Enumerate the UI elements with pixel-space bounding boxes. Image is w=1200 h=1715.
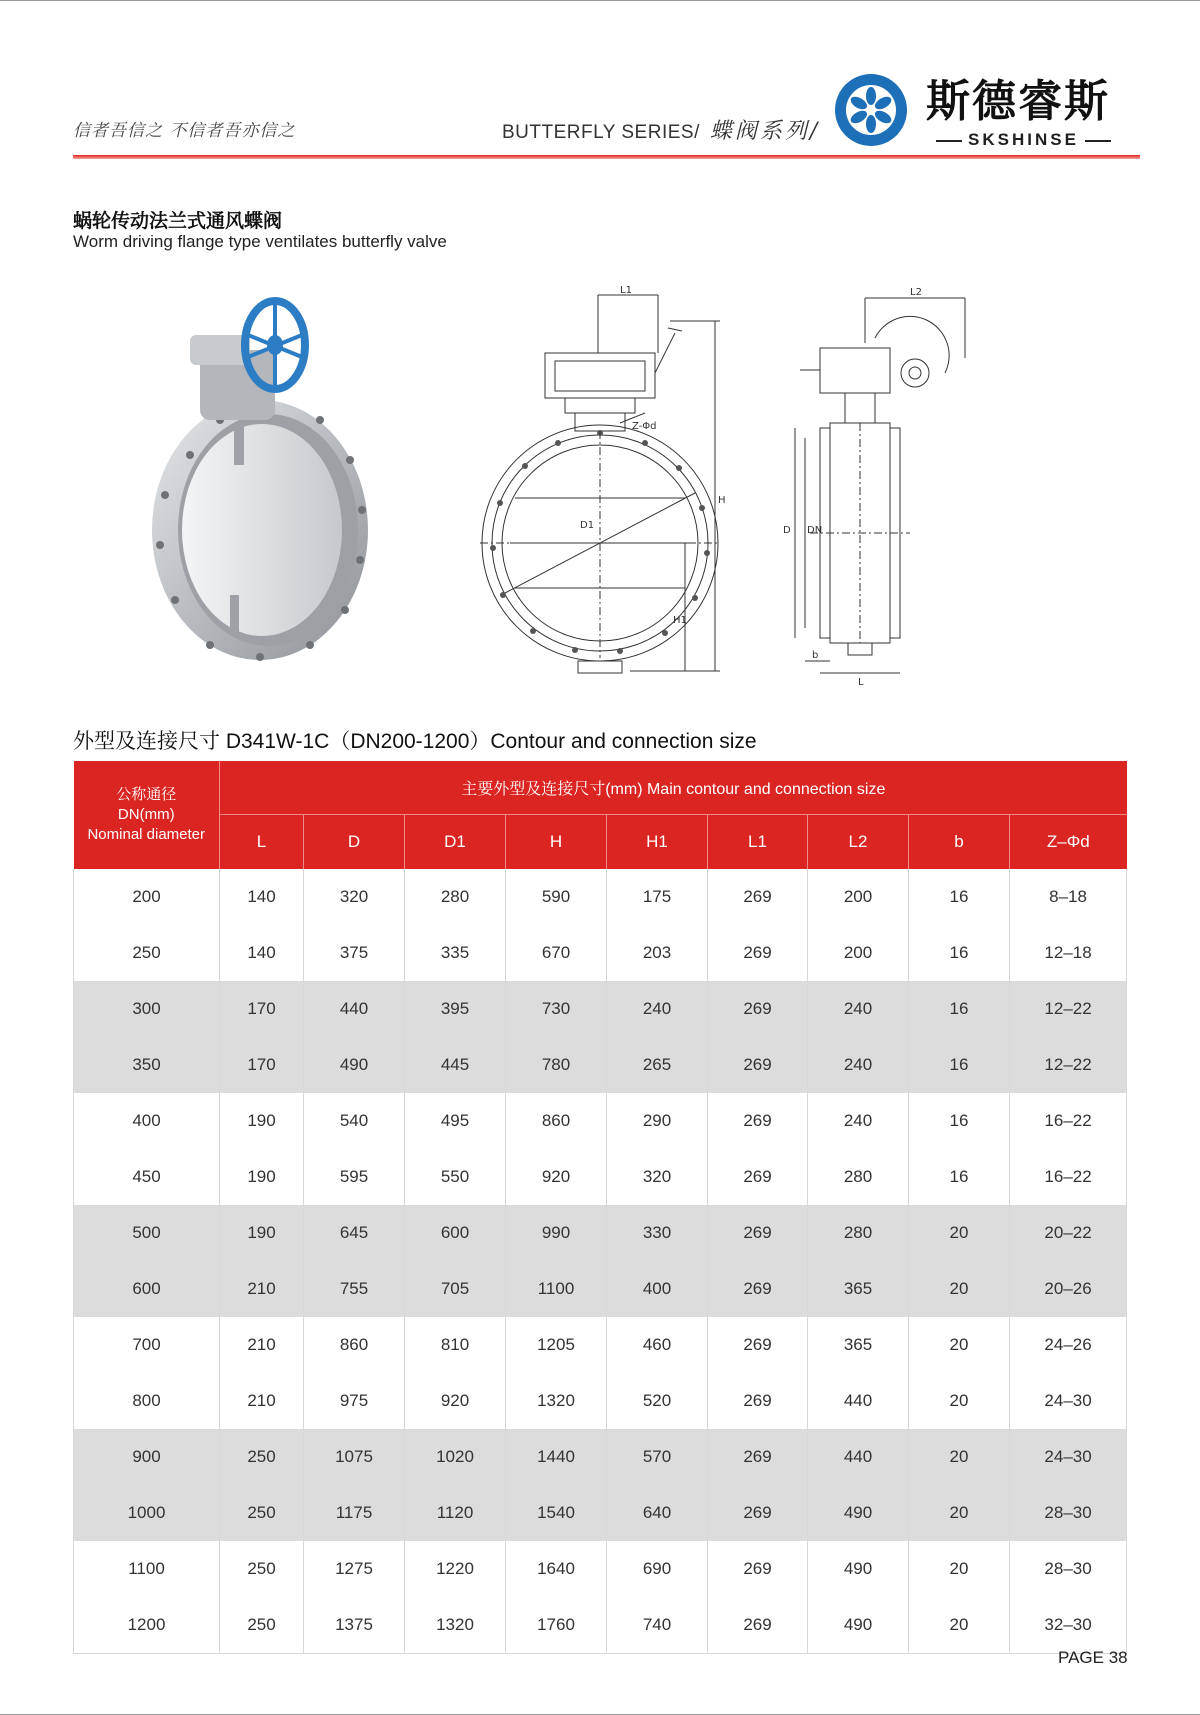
value-cell: 920 bbox=[405, 1373, 506, 1429]
value-cell: 190 bbox=[220, 1205, 304, 1261]
value-cell: 1175 bbox=[304, 1485, 405, 1541]
value-cell: 395 bbox=[405, 981, 506, 1037]
value-cell: 640 bbox=[607, 1485, 708, 1541]
value-cell: 520 bbox=[607, 1373, 708, 1429]
value-cell: 32–30 bbox=[1010, 1597, 1127, 1654]
value-cell: 1075 bbox=[304, 1429, 405, 1485]
value-cell: 375 bbox=[304, 925, 405, 981]
dn-header-en: Nominal diameter bbox=[87, 826, 206, 843]
series-en: BUTTERFLY SERIES/ bbox=[502, 122, 700, 143]
value-cell: 24–30 bbox=[1010, 1429, 1127, 1485]
value-cell: 269 bbox=[708, 1541, 808, 1597]
value-cell: 20 bbox=[909, 1205, 1010, 1261]
value-cell: 16–22 bbox=[1010, 1093, 1127, 1149]
value-cell: 1640 bbox=[506, 1541, 607, 1597]
value-cell: 16 bbox=[909, 925, 1010, 981]
value-cell: 320 bbox=[304, 869, 405, 925]
top-border bbox=[0, 0, 1200, 1]
col-header: D1 bbox=[405, 815, 506, 870]
series-title bbox=[502, 114, 820, 145]
value-cell: 12–22 bbox=[1010, 1037, 1127, 1093]
value-cell: 1440 bbox=[506, 1429, 607, 1485]
value-cell: 1275 bbox=[304, 1541, 405, 1597]
value-cell: 860 bbox=[506, 1093, 607, 1149]
col-header: b bbox=[909, 815, 1010, 870]
value-cell: 1375 bbox=[304, 1597, 405, 1654]
value-cell: 365 bbox=[808, 1317, 909, 1373]
value-cell: 210 bbox=[220, 1261, 304, 1317]
value-cell: 16 bbox=[909, 1037, 1010, 1093]
value-cell: 740 bbox=[607, 1597, 708, 1654]
table-row bbox=[74, 1485, 1127, 1541]
table-row bbox=[74, 1373, 1127, 1429]
dn-cell: 500 bbox=[74, 1205, 220, 1261]
value-cell: 16 bbox=[909, 981, 1010, 1037]
table-body bbox=[74, 869, 1127, 1654]
label-l: L bbox=[858, 677, 864, 688]
col-header: Z–Φd bbox=[1010, 815, 1127, 870]
dn-cell: 1000 bbox=[74, 1485, 220, 1541]
table-row bbox=[74, 1205, 1127, 1261]
dn-cell: 800 bbox=[74, 1373, 220, 1429]
dn-header-cn: 公称通径 bbox=[116, 786, 177, 803]
value-cell: 810 bbox=[405, 1317, 506, 1373]
value-cell: 200 bbox=[808, 869, 909, 925]
dn-cell: 700 bbox=[74, 1317, 220, 1373]
value-cell: 550 bbox=[405, 1149, 506, 1205]
value-cell: 1205 bbox=[506, 1317, 607, 1373]
value-cell: 20 bbox=[909, 1261, 1010, 1317]
value-cell: 269 bbox=[708, 1037, 808, 1093]
value-cell: 24–30 bbox=[1010, 1373, 1127, 1429]
value-cell: 28–30 bbox=[1010, 1541, 1127, 1597]
dn-cell: 200 bbox=[74, 869, 220, 925]
label-h1: H1 bbox=[673, 615, 687, 626]
value-cell: 490 bbox=[808, 1485, 909, 1541]
value-cell: 1760 bbox=[506, 1597, 607, 1654]
value-cell: 16–22 bbox=[1010, 1149, 1127, 1205]
value-cell: 170 bbox=[220, 981, 304, 1037]
value-cell: 445 bbox=[405, 1037, 506, 1093]
front-view-drawing bbox=[470, 283, 760, 693]
value-cell: 210 bbox=[220, 1317, 304, 1373]
value-cell: 570 bbox=[607, 1429, 708, 1485]
value-cell: 269 bbox=[708, 1149, 808, 1205]
dn-cell: 350 bbox=[74, 1037, 220, 1093]
value-cell: 705 bbox=[405, 1261, 506, 1317]
value-cell: 269 bbox=[708, 1261, 808, 1317]
value-cell: 490 bbox=[808, 1541, 909, 1597]
value-cell: 200 bbox=[808, 925, 909, 981]
col-header: H bbox=[506, 815, 607, 870]
dimensions-table bbox=[73, 761, 1127, 1654]
value-cell: 210 bbox=[220, 1373, 304, 1429]
value-cell: 330 bbox=[607, 1205, 708, 1261]
value-cell: 140 bbox=[220, 925, 304, 981]
value-cell: 490 bbox=[808, 1597, 909, 1654]
slogan: 信者吾信之 不信者吾亦信之 bbox=[73, 121, 296, 141]
main-size-header: 主要外型及连接尺寸(mm) Main contour and connection size bbox=[220, 761, 1127, 815]
value-cell: 240 bbox=[808, 1093, 909, 1149]
value-cell: 975 bbox=[304, 1373, 405, 1429]
table-row bbox=[74, 1149, 1127, 1205]
value-cell: 269 bbox=[708, 1317, 808, 1373]
value-cell: 12–22 bbox=[1010, 981, 1127, 1037]
label-dn: DN bbox=[807, 525, 823, 536]
value-cell: 20 bbox=[909, 1541, 1010, 1597]
col-header: H1 bbox=[607, 815, 708, 870]
value-cell: 250 bbox=[220, 1485, 304, 1541]
value-cell: 250 bbox=[220, 1597, 304, 1654]
dn-cell: 450 bbox=[74, 1149, 220, 1205]
value-cell: 1100 bbox=[506, 1261, 607, 1317]
value-cell: 250 bbox=[220, 1429, 304, 1485]
value-cell: 240 bbox=[607, 981, 708, 1037]
label-l2: L2 bbox=[910, 287, 922, 298]
value-cell: 20–26 bbox=[1010, 1261, 1127, 1317]
table-row bbox=[74, 869, 1127, 925]
value-cell: 280 bbox=[808, 1205, 909, 1261]
label-d: D bbox=[783, 525, 791, 536]
column-header-row bbox=[74, 815, 1127, 870]
dn-header bbox=[74, 761, 220, 869]
value-cell: 1320 bbox=[405, 1597, 506, 1654]
col-header: L bbox=[220, 815, 304, 870]
value-cell: 20 bbox=[909, 1317, 1010, 1373]
table-row bbox=[74, 1429, 1127, 1485]
value-cell: 440 bbox=[808, 1373, 909, 1429]
table-row bbox=[74, 1317, 1127, 1373]
table-row bbox=[74, 1093, 1127, 1149]
value-cell: 16 bbox=[909, 869, 1010, 925]
table-row bbox=[74, 981, 1127, 1037]
value-cell: 240 bbox=[808, 981, 909, 1037]
value-cell: 320 bbox=[607, 1149, 708, 1205]
label-b: b bbox=[812, 650, 819, 661]
value-cell: 490 bbox=[304, 1037, 405, 1093]
value-cell: 16 bbox=[909, 1149, 1010, 1205]
value-cell: 595 bbox=[304, 1149, 405, 1205]
table-row bbox=[74, 925, 1127, 981]
side-view-drawing bbox=[780, 283, 980, 693]
value-cell: 269 bbox=[708, 981, 808, 1037]
label-h: H bbox=[718, 495, 726, 506]
table-row bbox=[74, 1037, 1127, 1093]
brand-name-cn: 斯德睿斯 bbox=[926, 77, 1110, 126]
value-cell: 460 bbox=[607, 1317, 708, 1373]
header-divider bbox=[73, 155, 1140, 159]
label-zd: Z-Φd bbox=[632, 421, 657, 432]
value-cell: 495 bbox=[405, 1093, 506, 1149]
page-number: PAGE 38 bbox=[1058, 1648, 1128, 1667]
col-header: D bbox=[304, 815, 405, 870]
value-cell: 269 bbox=[708, 1429, 808, 1485]
value-cell: 140 bbox=[220, 869, 304, 925]
value-cell: 20 bbox=[909, 1597, 1010, 1654]
dn-cell: 250 bbox=[74, 925, 220, 981]
table-row bbox=[74, 1597, 1127, 1654]
value-cell: 269 bbox=[708, 1597, 808, 1654]
value-cell: 1540 bbox=[506, 1485, 607, 1541]
value-cell: 920 bbox=[506, 1149, 607, 1205]
dn-cell: 600 bbox=[74, 1261, 220, 1317]
value-cell: 20 bbox=[909, 1485, 1010, 1541]
value-cell: 600 bbox=[405, 1205, 506, 1261]
col-header: L1 bbox=[708, 815, 808, 870]
table-row bbox=[74, 1261, 1127, 1317]
valve-photo bbox=[150, 295, 380, 665]
value-cell: 269 bbox=[708, 1093, 808, 1149]
value-cell: 280 bbox=[808, 1149, 909, 1205]
value-cell: 440 bbox=[808, 1429, 909, 1485]
value-cell: 990 bbox=[506, 1205, 607, 1261]
value-cell: 1320 bbox=[506, 1373, 607, 1429]
col-header: L2 bbox=[808, 815, 909, 870]
value-cell: 265 bbox=[607, 1037, 708, 1093]
value-cell: 269 bbox=[708, 1205, 808, 1261]
value-cell: 1120 bbox=[405, 1485, 506, 1541]
value-cell: 20 bbox=[909, 1373, 1010, 1429]
value-cell: 20–22 bbox=[1010, 1205, 1127, 1261]
value-cell: 8–18 bbox=[1010, 869, 1127, 925]
value-cell: 590 bbox=[506, 869, 607, 925]
series-cn: 蝶阀系列/ bbox=[699, 119, 821, 144]
value-cell: 755 bbox=[304, 1261, 405, 1317]
dn-cell: 300 bbox=[74, 981, 220, 1037]
value-cell: 250 bbox=[220, 1541, 304, 1597]
dn-header-unit: DN(mm) bbox=[117, 806, 175, 823]
dn-cell: 1100 bbox=[74, 1541, 220, 1597]
value-cell: 690 bbox=[607, 1541, 708, 1597]
product-title-cn: 蜗轮传动法兰式通风蝶阀 bbox=[73, 211, 283, 232]
value-cell: 28–30 bbox=[1010, 1485, 1127, 1541]
value-cell: 670 bbox=[506, 925, 607, 981]
value-cell: 20 bbox=[909, 1429, 1010, 1485]
value-cell: 440 bbox=[304, 981, 405, 1037]
value-cell: 269 bbox=[708, 925, 808, 981]
value-cell: 175 bbox=[607, 869, 708, 925]
value-cell: 269 bbox=[708, 869, 808, 925]
value-cell: 645 bbox=[304, 1205, 405, 1261]
value-cell: 540 bbox=[304, 1093, 405, 1149]
value-cell: 1020 bbox=[405, 1429, 506, 1485]
table-row bbox=[74, 1541, 1127, 1597]
value-cell: 16 bbox=[909, 1093, 1010, 1149]
value-cell: 170 bbox=[220, 1037, 304, 1093]
product-title-en: Worm driving flange type ventilates butterfly valve bbox=[73, 232, 447, 251]
value-cell: 400 bbox=[607, 1261, 708, 1317]
value-cell: 240 bbox=[808, 1037, 909, 1093]
dn-cell: 1200 bbox=[74, 1597, 220, 1654]
value-cell: 190 bbox=[220, 1093, 304, 1149]
value-cell: 365 bbox=[808, 1261, 909, 1317]
label-l1: L1 bbox=[620, 285, 632, 296]
value-cell: 12–18 bbox=[1010, 925, 1127, 981]
value-cell: 335 bbox=[405, 925, 506, 981]
value-cell: 203 bbox=[607, 925, 708, 981]
value-cell: 269 bbox=[708, 1485, 808, 1541]
value-cell: 190 bbox=[220, 1149, 304, 1205]
value-cell: 24–26 bbox=[1010, 1317, 1127, 1373]
label-d1: D1 bbox=[580, 520, 595, 531]
value-cell: 1220 bbox=[405, 1541, 506, 1597]
dn-cell: 400 bbox=[74, 1093, 220, 1149]
value-cell: 269 bbox=[708, 1373, 808, 1429]
value-cell: 290 bbox=[607, 1093, 708, 1149]
value-cell: 860 bbox=[304, 1317, 405, 1373]
value-cell: 730 bbox=[506, 981, 607, 1037]
dn-cell: 900 bbox=[74, 1429, 220, 1485]
brand-logo-icon bbox=[833, 72, 909, 148]
section-title: 外型及连接尺寸 D341W-1C（DN200-1200）Contour and connection size bbox=[73, 730, 757, 753]
brand-name-en: SKSHINSE bbox=[930, 130, 1117, 150]
value-cell: 280 bbox=[405, 869, 506, 925]
value-cell: 780 bbox=[506, 1037, 607, 1093]
